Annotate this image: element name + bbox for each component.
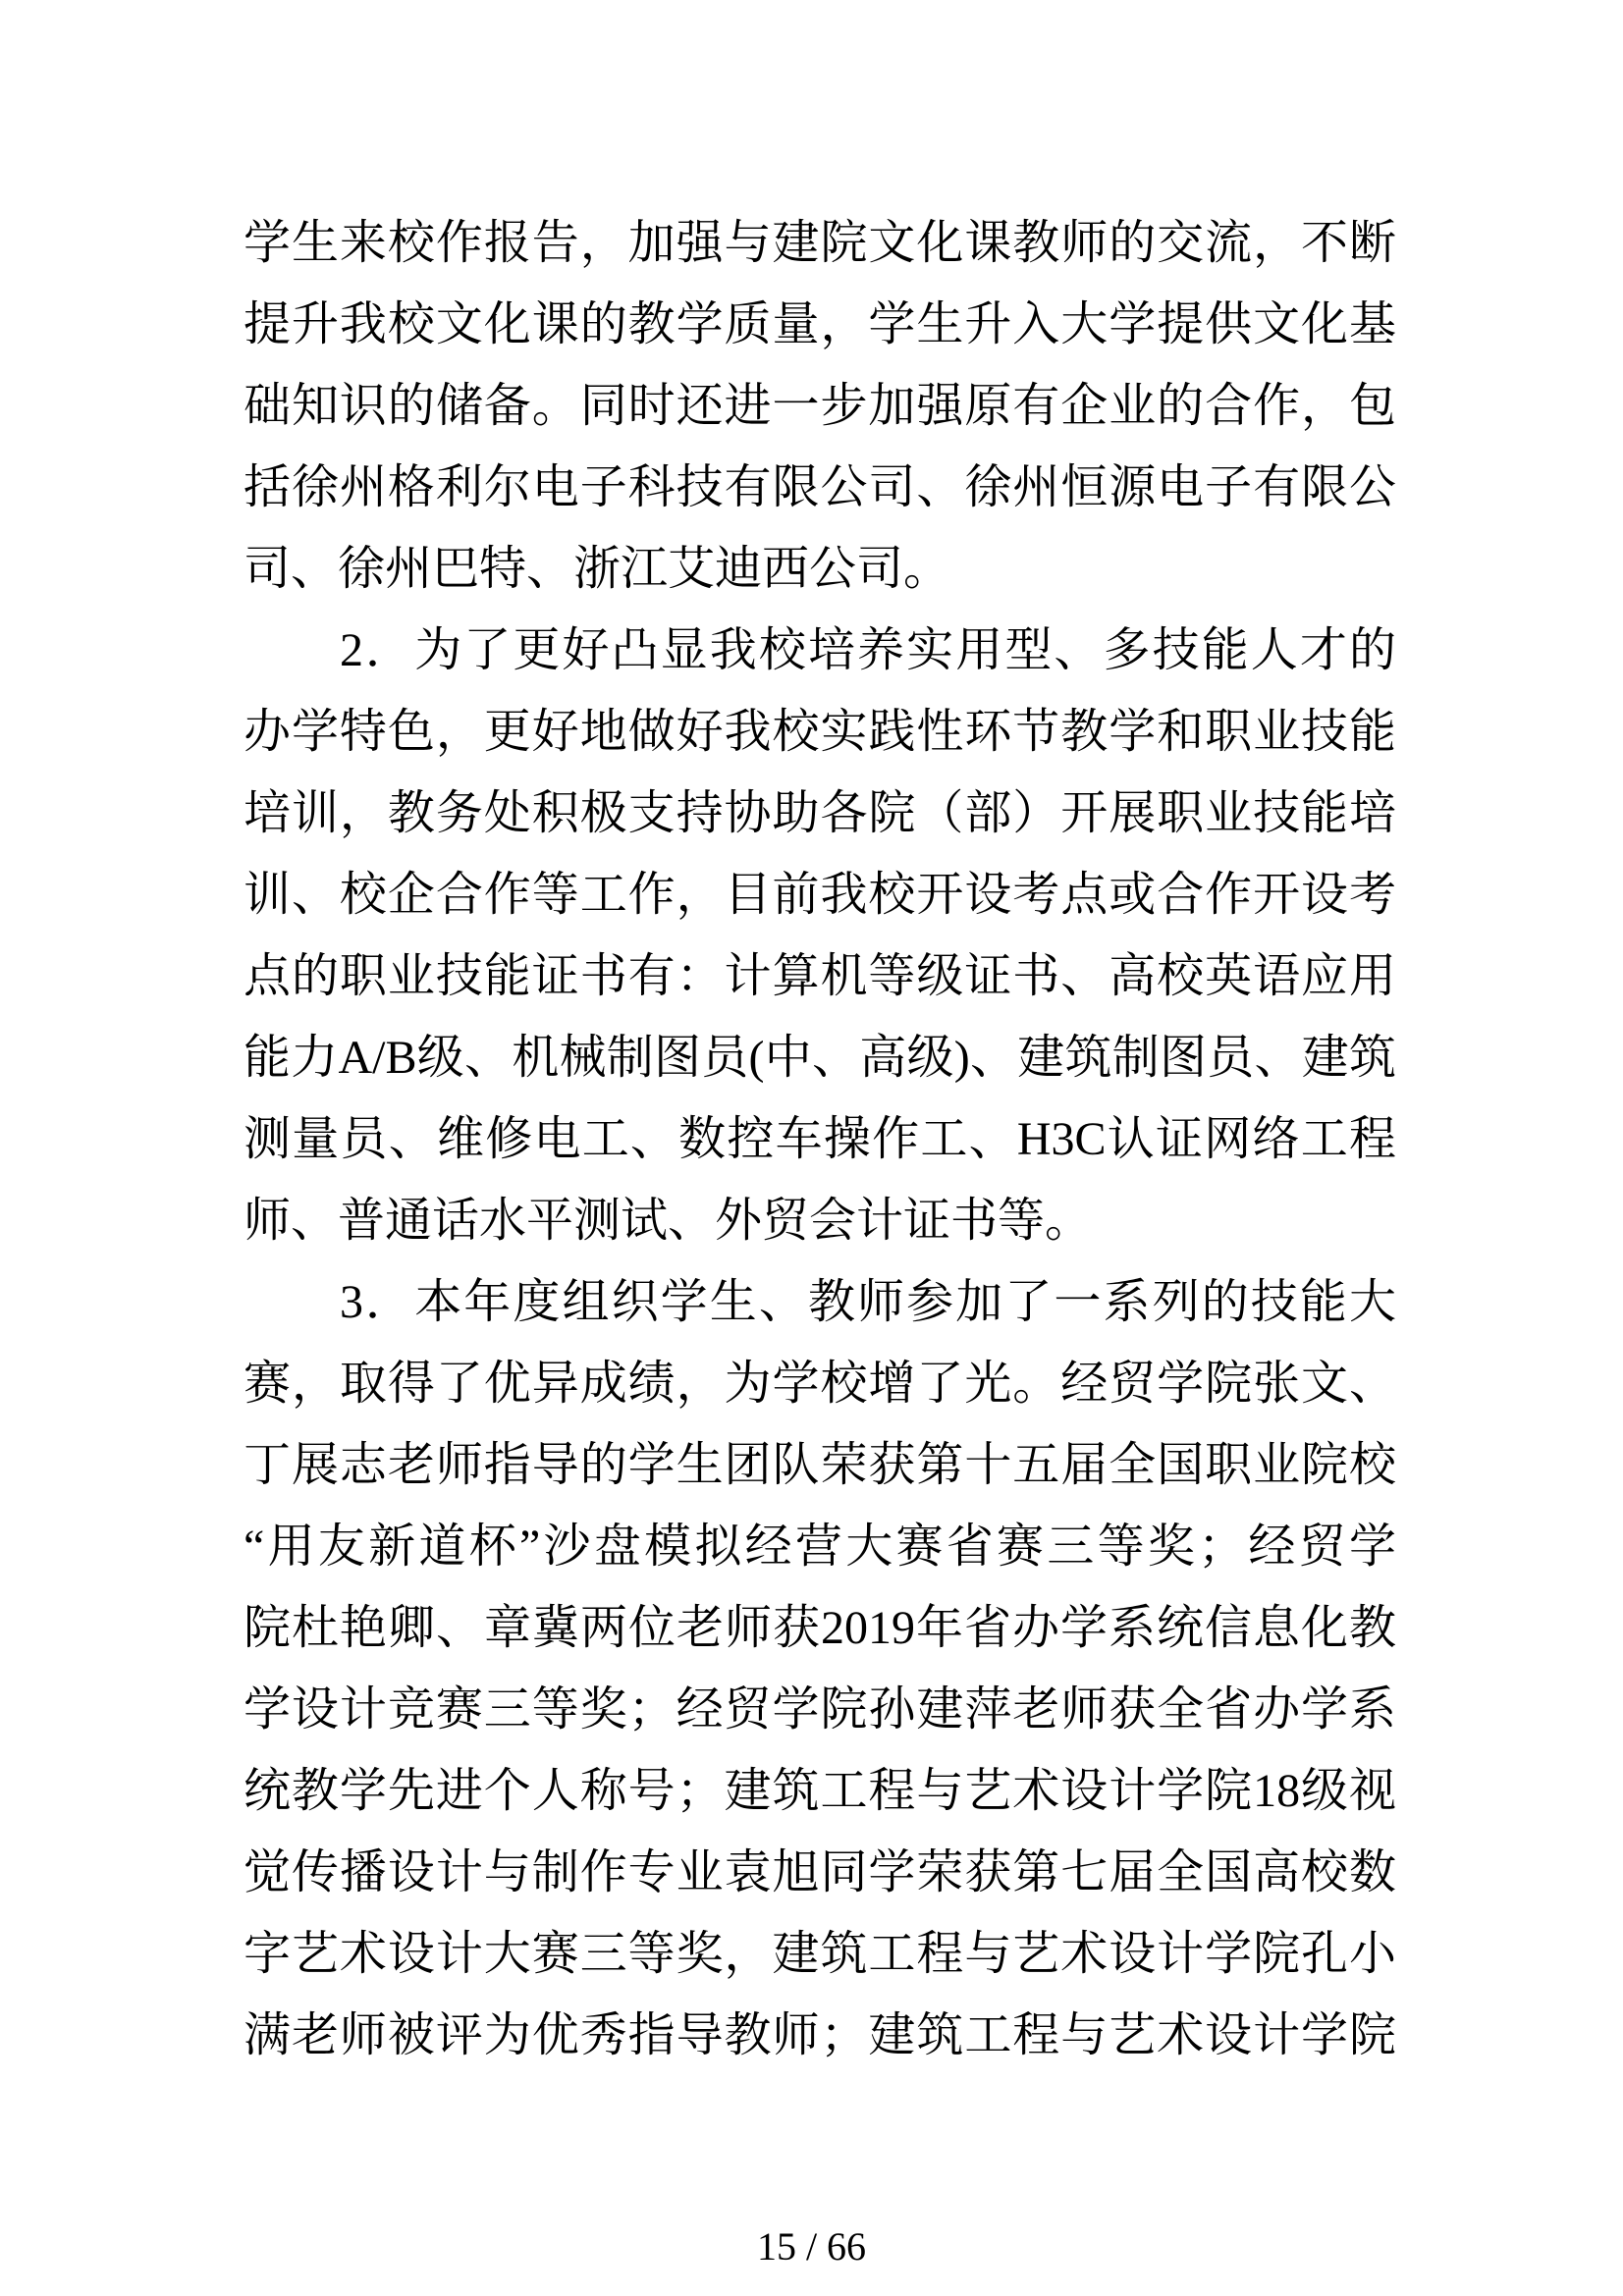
text-line: 字艺术设计大赛三等奖，建筑工程与艺术设计学院孔小 [243, 1928, 1396, 1980]
text-line: 满老师被评为优秀指导教师；建筑工程与艺术设计学院 [243, 2009, 1396, 2061]
text-line: 师、普通话水平测试、外贸会计证书等。 [243, 1195, 1093, 1247]
text-line: 院杜艳卿、章冀两位老师获2019年省办学系统信息化教 [243, 1602, 1396, 1654]
text-line: 统教学先进个人称号；建筑工程与艺术设计学院18级视 [243, 1765, 1396, 1817]
text-line: 学生来校作报告，加强与建院文化课教师的交流，不断 [243, 217, 1396, 269]
text-line: 础知识的储备。同时还进一步加强原有企业的合作，包 [243, 380, 1396, 432]
paragraph [243, 202, 1396, 610]
text-line: 觉传播设计与制作专业袁旭同学荣获第七届全国高校数 [243, 1846, 1396, 1898]
text-line: 能力A/B级、机械制图员(中、高级)、建筑制图员、建筑 [243, 1032, 1396, 1084]
page-number: 15 / 66 [756, 2224, 867, 2269]
text-line: 学设计竞赛三等奖；经贸学院孙建萍老师获全省办学系 [243, 1683, 1396, 1735]
text-line: 办学特色，更好地做好我校实践性环节教学和职业技能 [243, 706, 1396, 758]
text-line: 培训，教务处积极支持协助各院（部）开展职业技能培 [243, 787, 1396, 839]
text-line: 点的职业技能证书有：计算机等级证书、高校英语应用 [243, 950, 1396, 1002]
text-line: 2．为了更好凸显我校培养实用型、多技能人才的 [340, 624, 1396, 676]
text-line: 提升我校文化课的教学质量，学生升入大学提供文化基 [243, 298, 1396, 350]
paragraph [243, 1261, 1396, 2076]
text-line: 丁展志老师指导的学生团队荣获第十五届全国职业院校 [243, 1439, 1396, 1491]
paragraph [243, 610, 1396, 1261]
text-line: 测量员、维修电工、数控车操作工、H3C认证网络工程 [243, 1113, 1396, 1165]
text-line: 赛，取得了优异成绩，为学校增了光。经贸学院张文、 [243, 1358, 1396, 1410]
text-line: 括徐州格利尔电子科技有限公司、徐州恒源电子有限公 [243, 461, 1396, 513]
text-line: “用友新道杯”沙盘模拟经营大赛省赛三等奖；经贸学 [243, 1521, 1396, 1573]
text-line: 3．本年度组织学生、教师参加了一系列的技能大 [340, 1276, 1396, 1328]
text-line: 司、徐州巴特、浙江艾迪西公司。 [243, 543, 951, 595]
text-block [243, 202, 1396, 2076]
text-line: 训、校企合作等工作，目前我校开设考点或合作开设考 [243, 869, 1396, 921]
